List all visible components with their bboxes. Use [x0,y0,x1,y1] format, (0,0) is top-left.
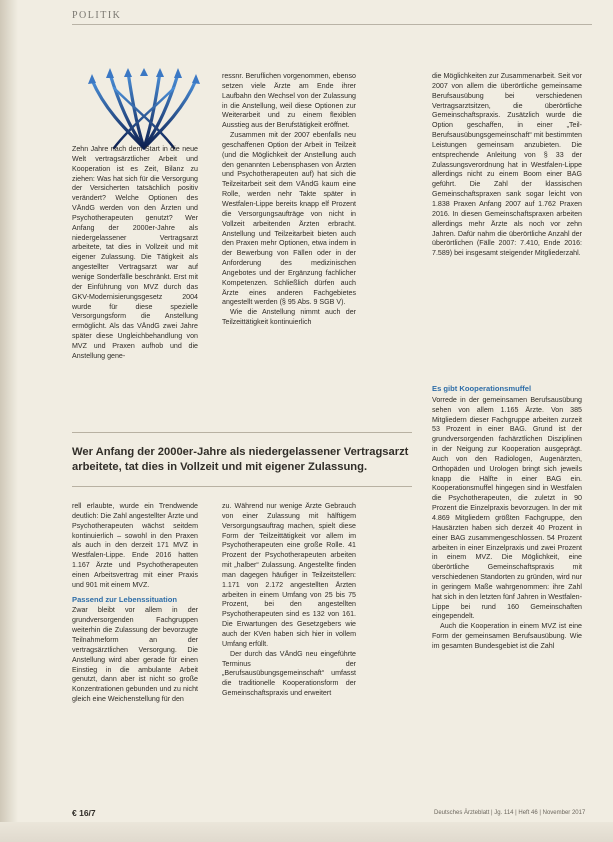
body-paragraph: zu. Während nur wenige Ärzte Gebrauch von einer Zulassung mit hälftigem Versorgungsauftrag machen, spielt diese Form der Teilzeittätigkeit vor allem im Psychotherapeuten eine große Rolle. 41 Prozent der Psychotherapeuten arbeiten mit „halber“ Zulassung. Angestellte finden man dagegen häufiger in Teilzeitstellen: 1.171 von 2.172 angestellten Ärzten arbeiten in einem Umfang von 25 bis 75 Prozent, bei den angestellten Psychotherapeuten sind es 132 von 161. Die Erwartungen des Gesetzgebers wie auch der KVen haben sich hier in vollem Umfang erfüllt. [222,502,356,648]
body-paragraph: Zehn Jahre nach dem Start in die neue Welt vertragsärztlicher Arbeit und Kooperation ist es Zeit, Bilanz zu ziehen: Was hat sich für die Versorgung der Versicherten tatsächlich positiv verändert? Welche Optionen des VÄndG werden von den Ärzten und Psychotherapeuten genutzt? Wer Anfang der 2000er-Jahre als niedergelassener Vertragsarzt arbeitete, tat dies in Vollzeit und mit eigener Zulassung. Die Tätigkeit als angestellter Vertragsarzt war auf wenige Sonderfälle beschränkt. Erst mit der Einführung von MVZ durch das GKV-Modernisierungsgesetz 2004 wurde für diese spezielle Versorgungsform die Anstellung ermöglicht. Als das VÄndG zwei Jahre später diese Ungleichbehandlung von MVZ und Praxen aufhob und die Anstellung gene- [72,145,198,360]
pull-quote-text: Wer Anfang der 2000er-Jahre als niedergelassener Vertragsarzt arbeitete, tat dies in Vollzeit und mit eigener Zulassung. [72,446,409,473]
arrow-head [174,68,182,78]
column-2-top [222,72,356,328]
body-paragraph: ressnr. Beruflichen vorgenommen, ebenso setzen viele Ärzte am Ende ihrer Laufbahn den Wechsel von der Zulassung in die Anstellung, weil diese Optionen zur Weiterarbeit und zu einem flexiblen Ausstieg aus der Berufstätigkeit eröffnet. [222,72,356,130]
page-edge-shadow [0,0,18,842]
subheading: Passend zur Lebenssituation [72,594,178,604]
body-paragraph: Vorrede in der gemeinsamen Berufsausübung sehen von allem 1.165 Ärzte. Von 385 Mitgliedern dieser Fachgruppe arbeiten zurzeit 53 Prozent in einer BAG. Grund ist der grundversorgenden fachärztlichen Disziplinen in der Neigung zur Kooperation ausgeprägt. Auch von den Radiologen, Augenärzten, Orthopäden und Urologen bringt sich jeweils knapp die Hälfte in einer BAG ein. Kooperationsmuffel hingegen sind in Westfalen die Psychotherapeuten, die zuletzt in 90 Prozent die Einzelpraxis bevorzugen. In der mit 4.869 Mitgliedern größten Fachgruppe, den Hausärzten haben sich derzeit 40 Prozent in einer BAG zusammengeschlossen. 54 Prozent arbeiten in einer Einzelpraxis und zwei Prozent in einem MVZ. Die Möglichkeit, eine überörtliche Gemeinschaftspraxis mit verschiedenen Standorten zu gründen, wird nur in geringem Maße wahrgenommen: ihre Zahl hat sich in den letzten fünf Jahren in Westfalen-Lippe bei rund 160 Gemeinschaften eingependelt. [432,395,582,621]
arrow-head [156,68,164,77]
arrow-head [106,68,114,78]
body-paragraph: Wie die Anstellung nimmt auch der Teilzeittätigkeit kontinuierlich [222,308,356,327]
section-label: POLITIK [72,10,122,21]
body-paragraph: rell erlaubte, wurde ein Trendwende deutlich: Die Zahl angestellter Ärzte und Psychotherapeuten wächst seitdem kontinuierlich – sowohl in den Praxen als auch in den derzeit 171 MVZ in Westfalen-Lippe. Ende 2016 hatten 1.167 Ärzte und Psychotherapeuten einen Arbeitsvertrag mit einer Praxis und 901 mit einem MVZ. [72,502,198,589]
column-3-bottom [432,380,582,652]
arrow-head [192,74,200,84]
body-paragraph: Zwar bleibt vor allem in der grundversorgenden Fachgruppen weiterhin die Zulassung der bevorzugte Teilnahmeform an der vertragsärztlichen Versorgung. Die Anstellung wird aber gerade für einen Einstieg in die ambulante Arbeit genutzt, dann aber ist nicht so große Konzentrationen gebunden und zu nicht gleich eine Weichenstellung für den [72,606,198,704]
body-paragraph: Der durch das VÄndG neu eingeführte Terminus der „Berufsausübungsgemeinschaft“ umfasst die traditionelle Kooperationsform der Gemeinschaftspraxis und erweitert [222,649,356,698]
arrow-head [124,68,132,77]
column-3-top [432,72,582,259]
page-bottom-edge [0,822,613,842]
pull-quote [72,432,412,487]
arrow-head [88,74,96,84]
body-paragraph: Zusammen mit der 2007 ebenfalls neu geschaffenen Option der Arbeit in Teilzeit (und die Möglichkeit der Anstellung auch den genannten Lebensphasen von Ärzten und Psychotherapeuten auf) hat sich die Teilzeitarbeit seit dem VÄndG kaum eine Rolle, werden nehr Takte später in Westfalen-Lippe bereits knapp elf Prozent die Versorgungsaufträge von nicht in Vollzeit arbeitenden Ärzten erbracht. Anstellung und Teilzeitarbeit bieten auch den Praxen mehr Optionen, etwa indem in der Bewerbung von Fällen oder in der Anforderung des medizinischen Angebotes und der Ergänzung fachlicher Kompetenzen. Schließlich dürfen auch Ärzte eines anderen Fachgebietes angestellt werden (§ 95 Abs. 9 SGB V). [222,131,356,307]
column-1-top [72,145,198,362]
subheading: Es gibt Kooperationsmuffel [432,384,532,393]
column-2-bottom [222,502,356,699]
arrow-head [140,68,148,76]
body-paragraph: Auch die Kooperation in einem MVZ ist eine Form der gemeinsamen Berufsausübung. Wie im gesamten Bundesgebiet ist die Zahl [432,622,582,650]
column-1-bottom [72,502,198,705]
body-paragraph: die Möglichkeiten zur Zusammenarbeit. Seit vor 2007 von allem die überörtliche gemeinsame Berufsausübung bei verschiedenen Vertragsarztsitzen, die überörtliche Gemeinschaftspraxis. Zusätzlich wurde die Option geschaffen, in einer „Teil-Berufsausübungsgemeinschaft“ mit bestimmten Leistungen gemeinsam anzubieten. Die entsprechende Anleitung von § 33 der Zulassungsverordnung hat in Westfalen-Lippe allerdings nicht zu einem Boom einer BAG geführt. Die Zahl der klassischen Gemeinschaftspraxen sank sogar leicht von 1.838 Praxen Anfang 2007 auf 1.762 Praxen 2016. In diesen Gemeinschaftspraxen arbeiten allerdings mehr Ärzte als noch vor zehn Jahren. Dafür nahm die überörtliche Anzahl der überörtlichen (Fälle 2007: 7.410, Ende 2016: 7.589) bei insgesamt steigender Mitgliederzahl. [432,72,582,258]
header-rule [72,24,592,25]
page-number: € 16/7 [72,808,96,818]
magazine-footer: Deutsches Ärzteblatt | Jg. 114 | Heft 46 | November 2017 [434,810,586,816]
arrows-illustration [84,68,204,150]
